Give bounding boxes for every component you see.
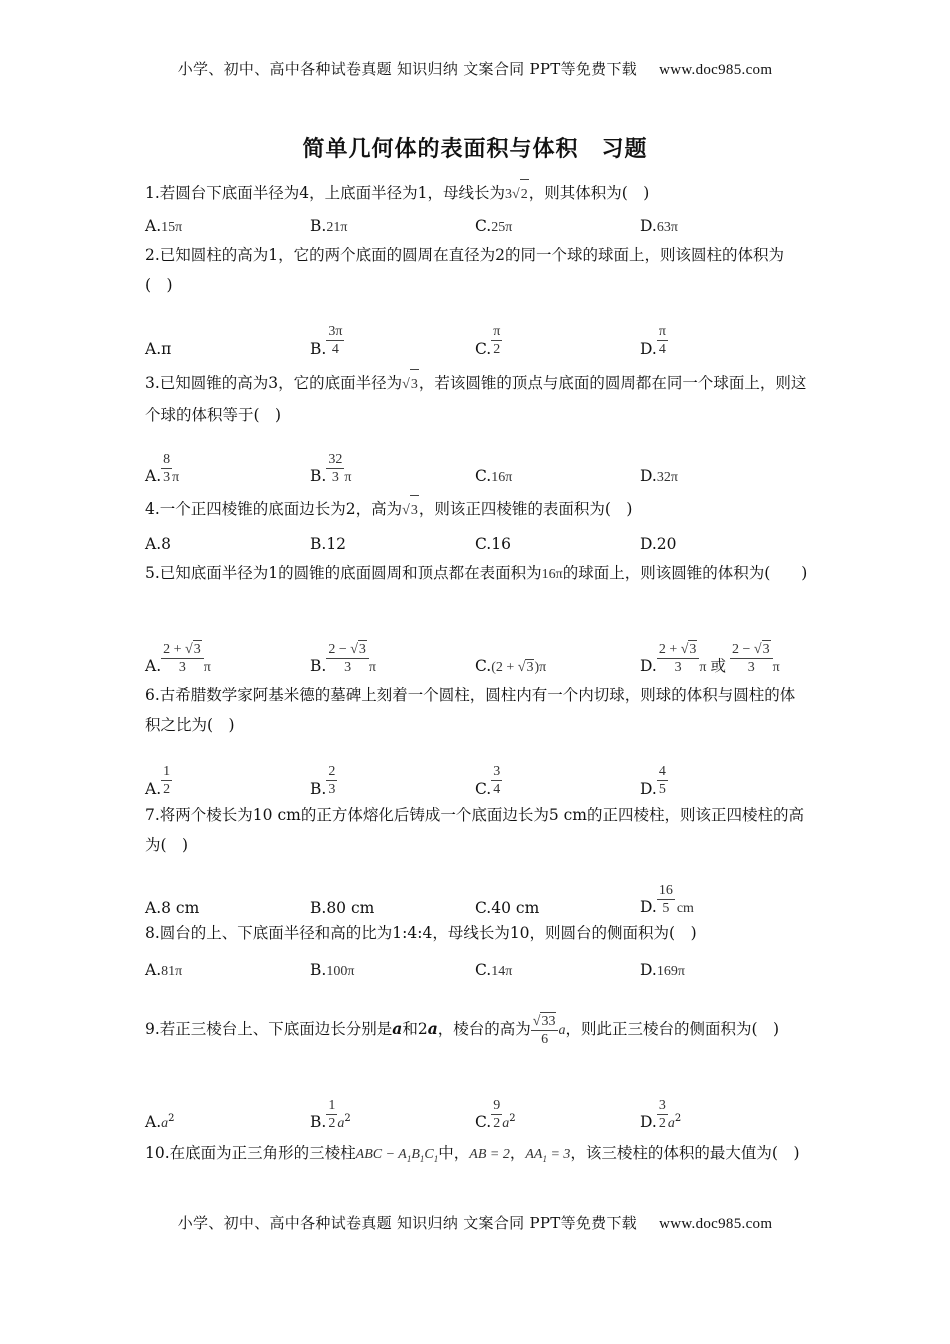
option-d[interactable]: D. $\frac{4}{5}$ (640, 764, 666, 798)
option-b[interactable]: B. $\frac{3\pi}{4}$ (310, 324, 343, 358)
question-9: 9.若正三棱台上、下底面边长分别是a和2a，棱台的高为 $\frac{√33}{6}$ a，则此正三棱台的侧面积为( ) (145, 1014, 780, 1047)
question-6-options (145, 764, 815, 798)
option-d[interactable]: D. $\frac{2 + √3}{3}$ π 或 $\frac{2 - √3}{3}$ π (640, 642, 780, 675)
question-8-options (145, 950, 815, 980)
question-1: 1.若圆台下底面半径为4，上底面半径为1，母线长为3√2，则其体积为( ) (145, 178, 810, 210)
option-b[interactable]: B. $\frac{2}{3}$ (310, 764, 336, 798)
option-c[interactable]: C.(2 + √3)π (475, 657, 547, 675)
option-d[interactable]: D.32π (640, 467, 678, 485)
page-footer (0, 1212, 950, 1233)
option-d[interactable]: D. $\frac{\pi}{4}$ (640, 324, 666, 358)
option-b[interactable]: B. $\frac{1}{2}$ $a^2$ (310, 1098, 351, 1131)
question-5: 5.已知底面半径为1的圆锥的底面圆周和顶点都在表面积为16π的球面上，则该圆锥的体积为( ) (145, 564, 808, 582)
option-c[interactable]: C.16π (475, 467, 513, 485)
footer-text: 小学、初中、高中各种试卷真题 知识归纳 文案合同 PPT等免费下载 (177, 1214, 638, 1232)
option-b[interactable]: B.100π (310, 961, 355, 979)
question-3-options (145, 452, 815, 486)
option-c[interactable]: C. $\frac{3}{4}$ (475, 764, 501, 798)
option-a[interactable]: A.π (145, 340, 172, 358)
question-6: 6.古希腊数学家阿基米德的墓碑上刻着一个圆柱，圆柱内有一个内切球，则球的体积与圆柱的体积之比为( ) (145, 686, 796, 734)
question-2: 2.已知圆柱的高为1，它的两个底面的圆周在直径为2的同一个球的球面上，则该圆柱的体积为( ) (145, 246, 785, 294)
question-4-options (145, 523, 815, 553)
option-b[interactable]: B. $\frac{32}{3}$ π (310, 452, 352, 485)
page-header (0, 58, 950, 79)
option-b[interactable]: B.21π (310, 217, 348, 235)
question-3: 3.已知圆锥的高为3，它的底面半径为√3，若该圆锥的顶点与底面的圆周都在同一个球面上，则这个球的体积等于( ) (145, 368, 810, 430)
question-7: 7.将两个棱长为10 cm的正方体熔化后铸成一个底面边长为5 cm的正四棱柱，则该正四棱柱的高为( ) (145, 806, 804, 854)
question-4: 4.一个正四棱锥的底面边长为2，高为√3，则该正四棱锥的表面积为( ) (145, 494, 810, 526)
option-a[interactable]: A.81π (145, 961, 183, 979)
option-c[interactable]: C.16 (475, 535, 511, 553)
question-7-options (145, 883, 815, 917)
question-10: 10.在底面为正三角形的三棱柱ABC − $A_1B_1C_1$中，AB = 2，$AA_1 = 3$，该三棱柱的体积的最大值为( ) (145, 1144, 800, 1164)
option-b[interactable]: B. $\frac{2 - √3}{3}$ π (310, 642, 376, 675)
option-b[interactable]: B.80 cm (310, 899, 375, 917)
option-a[interactable]: A. $\frac{1}{2}$ (145, 764, 171, 798)
option-a[interactable]: $A.a^2$ (145, 1112, 175, 1131)
option-d[interactable]: D.169π (640, 961, 685, 979)
option-b[interactable]: B.12 (310, 535, 347, 553)
question-5-options (145, 642, 815, 676)
option-c[interactable]: C. $\frac{9}{2}$ $a^2$ (475, 1098, 516, 1131)
page-title: 简单几何体的表面积与体积 习题 (302, 136, 648, 162)
footer-site-link[interactable]: www.doc985.com (659, 1216, 773, 1232)
option-a[interactable]: A. $\frac{8}{3}$ π (145, 452, 180, 485)
question-8: 8.圆台的上、下底面半径和高的比为1:4:4，母线长为10，则圆台的侧面积为( ) (145, 924, 697, 942)
option-a[interactable]: A.8 cm (145, 899, 200, 917)
option-d[interactable]: D.63π (640, 217, 678, 235)
option-a[interactable]: A.15π (145, 217, 183, 235)
option-a[interactable]: A. $\frac{2 + √3}{3}$ π (145, 642, 211, 675)
header-text: 小学、初中、高中各种试卷真题 知识归纳 文案合同 PPT等免费下载 (177, 60, 638, 78)
question-2-options (145, 324, 815, 358)
option-c[interactable]: C.14π (475, 961, 513, 979)
option-c[interactable]: C.25π (475, 217, 513, 235)
option-a[interactable]: A.8 (145, 535, 171, 553)
header-site-link[interactable]: www.doc985.com (659, 62, 773, 78)
option-d[interactable]: D.20 (640, 535, 677, 553)
option-c[interactable]: C.40 cm (475, 899, 540, 917)
option-d[interactable]: D. $\frac{16}{5}$ cm (640, 883, 694, 916)
question-1-options (145, 206, 815, 236)
option-c[interactable]: C. $\frac{\pi}{2}$ (475, 324, 501, 358)
question-9-options (145, 1098, 815, 1132)
option-d[interactable]: D. $\frac{3}{2}$ $a^2$ (640, 1098, 682, 1131)
